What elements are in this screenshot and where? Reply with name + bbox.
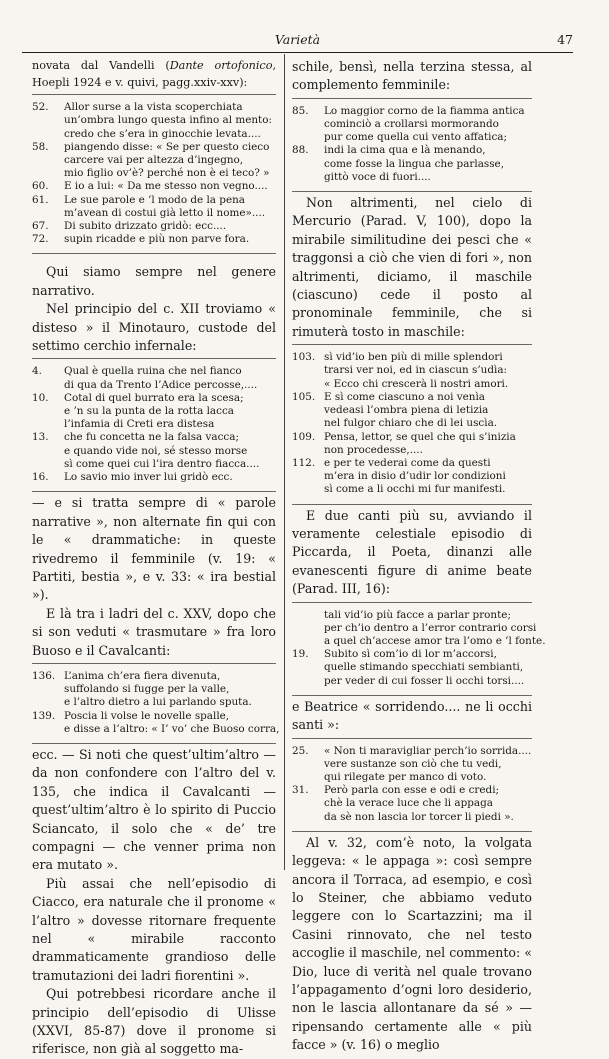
left-column	[32, 58, 280, 1059]
verse-text: e disse a l’altro: « I’ vo’ che Buoso corra,	[64, 722, 280, 735]
verse-text: sì vid’io ben più di mille splendori	[324, 351, 503, 364]
verse-text: e ’n su la punta de la rotta lacca	[64, 405, 234, 418]
verse-line	[32, 207, 276, 220]
verse-number: 19.	[292, 648, 309, 661]
verse-line	[292, 118, 532, 131]
verse-number: 4.	[32, 365, 42, 378]
verse-block	[292, 608, 546, 688]
verse-line	[292, 758, 532, 771]
verse-block	[32, 101, 276, 246]
verse-text: nel fulgor chiaro che di lei uscìa.	[324, 417, 498, 430]
verse-line	[32, 167, 276, 180]
verse-line	[32, 722, 280, 736]
verse-line	[32, 471, 276, 484]
verse-text: suffolando si fugge per la valle,	[64, 683, 230, 696]
verse-number: 52.	[32, 101, 49, 114]
verse-line	[292, 144, 532, 157]
verse-line	[292, 351, 532, 364]
verse-text: e per te vederai come da questi	[324, 456, 491, 469]
verse-line	[32, 220, 276, 233]
verse-text: di qua da Trento l’Adice percosse,....	[64, 378, 258, 391]
verse-text: Le sue parole e ’l modo de la pena	[64, 193, 245, 206]
verse-text: gittò voce di fuori....	[324, 170, 431, 183]
verse-line	[292, 105, 532, 118]
verse-text: Pensa, lettor, se quel che qui s’inizia	[324, 430, 516, 443]
verse-line	[292, 404, 532, 417]
verse-text: Lo savio mio inver lui gridò ecc.	[64, 471, 233, 484]
verse-text: piangendo disse: « Se per questo cieco	[64, 140, 270, 153]
column-divider	[284, 54, 285, 870]
verse-text: Subito sì com’io di lor m’accorsi,	[324, 648, 497, 661]
separator-rule	[292, 831, 532, 832]
verse-text: Allor surse a la vista scoperchiata	[64, 101, 243, 114]
verse-text: « Non ti maravigliar perch’io sorrida....	[324, 744, 532, 757]
verse-text: qui rilegate per manco di voto.	[324, 770, 487, 783]
paragraph: E due canti più su, avviando il veramente celestiale episodio di Piccarda, il Poeta, dinanzi alle evanescenti figure di anime beate (Parad. III, 16):	[292, 507, 532, 597]
verse-number: 109.	[292, 430, 316, 443]
verse-text: trarsi ver noi, ed in ciascun s’udìa:	[324, 364, 508, 377]
verse-text: non procedesse,....	[324, 443, 423, 456]
separator-rule	[292, 695, 532, 696]
verse-line	[292, 378, 532, 391]
verse-number: 13.	[32, 431, 49, 444]
paragraph: novata dal Vandelli (Dante ortofonico, Hoepli 1924 e v. quivi, pagg.xxiv-xxv):	[32, 59, 276, 89]
verse-number: 103.	[292, 351, 316, 364]
verse-line	[32, 431, 276, 444]
verse-text: Lo maggior corno de la fiamma antica	[324, 104, 525, 117]
paragraph: Qui siamo sempre nel genere narrativo.	[32, 264, 276, 298]
separator-rule	[32, 94, 276, 95]
verse-text: Cotal di quel burrato era la scesa;	[64, 391, 244, 404]
verse-text: m’era in disio d’udir lor condizioni	[324, 470, 506, 483]
verse-text: E io a lui: « Da me stesso non vegno....	[64, 180, 268, 193]
verse-line	[32, 128, 276, 141]
verse-text: carcere vai per altezza d’ingegno,	[64, 154, 244, 166]
verse-text: mio figlio ov’è? perché non è ei teco? »	[64, 167, 270, 180]
verse-text: Di subito drizzato gridò: ecc....	[64, 220, 227, 233]
verse-number: 139.	[32, 709, 56, 722]
verse-line	[292, 784, 532, 797]
separator-rule	[292, 191, 532, 192]
verse-number: 136.	[32, 669, 56, 682]
verse-number: 60.	[32, 180, 49, 193]
verse-line	[292, 470, 532, 483]
verse-line	[32, 233, 276, 246]
separator-rule	[292, 344, 532, 345]
verse-line	[292, 811, 532, 824]
verse-number: 105.	[292, 390, 316, 403]
verse-line	[32, 710, 276, 723]
separator-rule	[292, 738, 532, 739]
verse-line	[292, 661, 532, 674]
verse-text: e quando vide noi, sé stesso morse	[64, 444, 248, 457]
running-header	[22, 30, 573, 53]
verse-text: Però parla con esse e odi e credi;	[324, 784, 500, 797]
verse-text: « Ecco chi crescerà li nostri amori.	[324, 377, 509, 390]
separator-rule	[32, 491, 276, 492]
verse-block	[32, 365, 276, 484]
paragraph: Nel principio del c. XII troviamo « disteso » il Minotauro, custode del settimo cerchio infernale:	[32, 301, 276, 354]
verse-line	[292, 131, 532, 144]
verse-line	[292, 364, 532, 377]
separator-rule	[292, 98, 532, 99]
verse-line	[292, 171, 532, 184]
verse-line	[292, 417, 532, 430]
verse-line	[32, 683, 276, 696]
verse-line	[32, 392, 276, 405]
paragraph: Qui potrebbesi ricordare anche il principio dell’episodio di Ulisse (XXVI, 85-87) dove il pronome si riferisce, non già al soggetto ma-	[32, 986, 276, 1057]
verse-text: supin ricadde e più non parve fora.	[64, 233, 250, 246]
paragraph: Più assai che nell’episodio di Ciacco, era naturale che il pronome « l’altro » dovesse ritornare frequente nel « mirabile racconto drammaticamente grandioso delle tramutazioni dei ladri fiorentini ».	[32, 875, 276, 983]
verse-line	[292, 391, 532, 404]
separator-rule	[32, 663, 276, 664]
verse-line	[292, 431, 532, 444]
verse-line	[32, 670, 276, 683]
verse-text: Poscia li volse le novelle spalle,	[64, 709, 230, 722]
verse-block	[292, 105, 532, 184]
paragraph: e Beatrice « sorridendo.... ne li occhi santi »:	[292, 698, 532, 733]
verse-text: come fosse la lingua che parlasse,	[324, 157, 505, 170]
verse-text: E sì come ciascuno a noi venìa	[324, 390, 485, 403]
verse-line	[292, 483, 532, 496]
verse-line	[32, 458, 276, 471]
verse-number: 88.	[292, 144, 309, 157]
verse-number: 67.	[32, 220, 49, 233]
verse-block	[32, 669, 280, 736]
verse-number: 85.	[292, 104, 309, 117]
verse-line	[32, 154, 276, 167]
verse-block	[292, 351, 532, 496]
running-title: Varietà	[274, 32, 321, 47]
paragraph: schile, bensì, nella terzina stessa, al complemento femminile:	[292, 59, 532, 93]
verse-line	[32, 141, 276, 154]
verse-line	[292, 745, 532, 758]
paragraph: Al v. 32, com’è noto, la volgata leggeva: « le appaga »: così sempre ancora il Torraca, ad esempio, e così lo Steiner, che abbiamo veduto leggere con lo Scartazzini; ma il Casini rinnovato, che nel testo accoglie il maschile, nel commento: « Dio, luce di verità nel quale trovano l’appagamento d’ogni loro desiderio, non le lascia allontanare da sé » — ripensando certamente alle « più facce » (v. 16) o meglio	[292, 834, 532, 1053]
verse-line	[292, 648, 532, 661]
verse-number: 58.	[32, 140, 49, 153]
paragraph: ecc. — Si noti che quest’ultim’altro — da non confondere con l’altro del v. 135, che indica il Cavalcanti — quest’ultim’altro è lo spirito di Puccio Sciancato, il solo che « de’ tre compagni — che venner prima non era mutato ».	[32, 746, 276, 873]
verse-text: tali vid’io più facce a parlar pronte;	[324, 608, 511, 621]
verse-line	[292, 675, 532, 688]
verse-line	[32, 418, 276, 431]
verse-number: 61.	[32, 193, 49, 206]
verse-text: per veder di cui fosser li occhi torsi....	[324, 674, 525, 687]
verse-text: da sè non lascia lor torcer li piedi ».	[324, 810, 514, 823]
verse-line	[32, 696, 276, 709]
verse-line	[292, 771, 532, 784]
separator-rule	[32, 253, 276, 254]
verse-line	[292, 444, 532, 457]
verse-text: Qual è quella ruina che nel fianco	[64, 365, 242, 378]
right-column	[292, 58, 546, 1055]
paragraph: — e si tratta sempre di « parole narrative », non alternate fin qui con le « drammatiche: in queste rivedremo il femminile (v. 19: « Partiti, bestia », e v. 33: « ira bestial »).	[32, 495, 276, 603]
paragraph: E là tra i ladri del c. XXV, dopo che si son veduti « trasmutare » fra loro Buoso e il Cavalcanti:	[32, 605, 276, 658]
verse-number: 112.	[292, 456, 316, 469]
verse-number: 72.	[32, 233, 49, 246]
verse-line	[292, 158, 532, 171]
verse-text: a quel ch’accese amor tra l’omo e ’l fonte.	[324, 634, 546, 647]
verse-text: vere sustanze son ciò che tu vedi,	[324, 757, 502, 770]
verse-text: L’anima ch’era fiera divenuta,	[64, 669, 221, 682]
verse-line	[32, 379, 276, 392]
paragraph: Non altrimenti, nel cielo di Mercurio (Parad. V, 100), dopo la mirabile similitudine dei pesci che « traggonsi a ciò che vien di fori », non altrimenti, diciamo, il maschile (ciascuno) cede il posto al pronominale femminile, che si rimuterà tosto in maschile:	[292, 195, 532, 339]
verse-text: che fu concetta ne la falsa vacca;	[64, 431, 239, 444]
verse-text: l’infamia di Creti era distesa	[64, 418, 215, 431]
page-number: 47	[557, 32, 573, 47]
verse-line	[32, 180, 276, 193]
verse-number: 31.	[292, 784, 309, 797]
verse-line	[32, 114, 276, 127]
verse-number: 16.	[32, 471, 49, 484]
verse-text: e l’altro dietro a lui parlando sputa.	[64, 696, 252, 709]
separator-rule	[32, 743, 276, 744]
verse-line	[32, 101, 276, 114]
verse-line	[292, 634, 546, 648]
separator-rule	[292, 504, 532, 505]
verse-text: credo che s’era in ginocchie levata....	[64, 127, 261, 140]
verse-line	[32, 405, 276, 418]
verse-line	[32, 194, 276, 207]
verse-number: 10.	[32, 391, 49, 404]
verse-text: un’ombra lungo questa infino al mento:	[64, 114, 272, 127]
verse-text: per ch’io dentro a l’error contrario corsi	[324, 621, 537, 634]
verse-number: 25.	[292, 744, 309, 757]
verse-block	[292, 745, 532, 824]
verse-text: sì come a li occhi mi fur manifesti.	[324, 483, 506, 496]
verse-text: chè la verace luce che li appaga	[324, 797, 493, 810]
verse-line	[292, 457, 532, 470]
verse-text: cominciò a crollarsi mormorando	[324, 118, 499, 131]
separator-rule	[292, 602, 532, 603]
verse-line	[292, 797, 532, 810]
verse-text: sì come quei cui l’ira dentro fiacca....	[64, 457, 260, 470]
verse-line	[292, 609, 532, 622]
verse-text: pur come quella cui vento affatica;	[324, 131, 507, 144]
verse-text: quelle stimando specchiati sembianti,	[324, 661, 524, 674]
verse-text: m’avean di costui già letto il nome»....	[64, 206, 266, 219]
verse-text: vedeasi l’ombra piena di letizia	[324, 404, 489, 417]
verse-text: indi la cima qua e là menando,	[324, 144, 486, 157]
separator-rule	[32, 358, 276, 359]
verse-line	[292, 621, 537, 635]
verse-line	[32, 445, 276, 458]
verse-line	[32, 365, 276, 378]
